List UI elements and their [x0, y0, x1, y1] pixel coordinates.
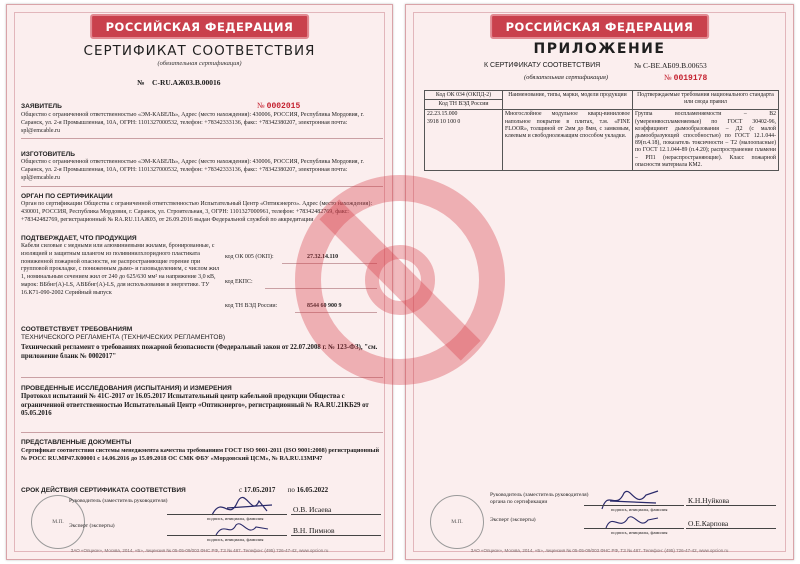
table-header-row: [425, 91, 779, 110]
country-banner: РОССИЙСКАЯ ФЕДЕРАЦИЯ: [90, 14, 310, 39]
certificate-title: СЕРТИФИКАТ СООТВЕТСТВИЯ: [83, 43, 316, 59]
regulations-label: СООТВЕТСТВУЕТ ТРЕБОВАНИЯМ: [21, 326, 133, 333]
appendix-subtitle: (обязательная сертификация): [524, 74, 609, 81]
applicant-label: ЗАЯВИТЕЛЬ: [21, 103, 62, 110]
table-cell-product: Многослойное модульное кварц-виниловое напольное покрытие в плитах, т.м. «FINE FLOOR», толщиной от 2мм до 8мм, с замковым, клеевым и свободнолежащим способом укладки.: [503, 110, 633, 171]
head-label: Руководитель (заместитель руководителя): [69, 498, 168, 504]
tnved-code-label: код ТН ВЭД России:: [225, 303, 278, 309]
expert-name: В.Н. Пимнов: [293, 526, 335, 535]
expert-label: Эксперт (эксперты): [490, 517, 536, 523]
head-label: Руководитель (заместитель руководителя): [490, 492, 589, 498]
appendix-form-number: № 0019178: [664, 73, 708, 83]
red-slashed-circle-watermark-icon: [295, 175, 505, 385]
divider: [21, 377, 383, 378]
certificate-number: № С-RU.АЖ03.В.00016: [137, 78, 221, 87]
certification-body-label: ОРГАН ПО СЕРТИФИКАЦИИ: [21, 193, 113, 200]
appendix-title: ПРИЛОЖЕНИЕ: [533, 41, 666, 57]
table-cell-codes: 22.23.15.000 3918 10 100 0: [425, 110, 503, 171]
divider: [21, 138, 383, 139]
divider: [21, 432, 383, 433]
stamp-seal-icon: М.П.: [31, 495, 85, 549]
ekps-code-label: код ЕКПС:: [225, 279, 253, 285]
table-header-name: Наименование, типы, марки, модели продукции: [503, 91, 633, 110]
stamp-seal-icon: М.П.: [430, 495, 484, 549]
applicant-text: Общество с ограниченной ответственностью «ЭМ-КАБЕЛЬ», Адрес (место нахождения): 430006, РОССИЯ, Республика Мордовия, г. Саранск, ул. 2-я Промышленная, 10А, ОГРН: 1101327000532, телефон: +78342333136, факс: +78342380207, электронная почта: spl@emcable.ru: [21, 112, 364, 134]
regulations-text: Технический регламент о требованиях пожарной безопасности (Федеральный закон от 22.07.2008 г. № 123-ФЗ), "см. приложение бланк № 0002017": [21, 344, 378, 360]
applicant-form-number: № 0002015: [257, 101, 301, 111]
product-label: ПОДТВЕРЖДАЕТ, ЧТО ПРОДУКЦИЯ: [21, 235, 137, 242]
signature-line: [686, 528, 776, 529]
printer-footer: ЗАО «Опцион», Москва, 2014, «Б», лицензия № 05-05-09/003 ФНС РФ, ТЗ № 487. Телефон: (495) 726-47-42, www.opcion.ru: [70, 548, 329, 553]
expert-name: О.Е.Карпова: [688, 519, 729, 528]
signature-caption: подпись, инициалы, фамилия: [207, 516, 264, 521]
head-name: К.Н.Нуйкова: [688, 496, 730, 505]
signature-caption: подпись, инициалы, фамилия: [207, 537, 264, 542]
documents-label: ПРЕДСТАВЛЕННЫЕ ДОКУМЕНТЫ: [21, 439, 132, 446]
watermark-slash: [319, 199, 480, 360]
head-name: О.В. Исаева: [293, 505, 332, 514]
table-cell-requirements: Группа воспламеняемости – В2 (умереннвоспламеняемые) по ГОСТ 30402-96, коэффициент дымообразования – Д2 (с малой дымообразующей способностью) по ГОСТ 12.1.044-89(п.4.18), показатель токсичности – Т2 (малоопасные) по ГОСТ 12.1.044-89 (п.4.20); распространение пламени – РП1 (нераспространяющие). Класс пожарной опасности материала КМ2.: [633, 110, 779, 171]
signature-line: [686, 505, 776, 506]
product-text: Кабели силовые с медными или алюминиевыми жилами, бронированные, с изоляцией и защитным шлангом из поливинилхлоридного пластиката пониженной пожарной опасности, не распространяющие горение при групповой прокладке, с пониженным дымо- и газовыделением, с числом жил 1, номинальным сечением жил от 240 до 625/630 мм² на напряжение 3,0 кВ, марок: ВБбнг(А)-LS, АВБбнг(А)-LS, для использования в энергетике. ТУ 16.К71-090-2002 Серийный выпуск: [21, 243, 220, 296]
validity-label: СРОК ДЕЙСТВИЯ СЕРТИФИКАТА СООТВЕТСТВИЯ: [21, 487, 186, 494]
signature-caption: подпись, инициалы, фамилия: [611, 507, 668, 512]
table-header-code: Код ОК 034 (ОКПД-2) Код ТН ВЭД России: [425, 91, 503, 110]
tnved-code-value: 8544 60 900 9: [307, 303, 342, 309]
table-row: [425, 110, 779, 171]
to-certificate-number: № С-ВЕ.АБ09.В.00653: [634, 61, 707, 70]
okp-code-value: 27.32.14.110: [307, 254, 339, 260]
table-header-requirements: Подтверждаемые требования национального стандарта или свода правил: [633, 91, 779, 110]
regulations-sublabel: ТЕХНИЧЕСКОГО РЕГЛАМЕНТА (ТЕХНИЧЕСКИХ РЕГЛАМЕНТОВ): [21, 334, 226, 341]
documents-text: Сертификат соответствия системы менеджмента качества требованиям ГОСТ ISO 9001-2011 (ISO 9001:2008) регистрационный № РОСС RU.МР47.К00001 с 14.06.2016 до 15.09.2018 ОС СМК ФБУ «Мордовский ЦСМ», № RA.RU.13МР47: [21, 447, 380, 462]
certification-body-text: Орган по сертификации Общества с ограниченной ответственностью Испытательный Центр «Оптикэнерго». Адрес (место нахождения): 430001, РОССИЯ, Республика Мордовия, г. Саранск, ул. Строительная, 3, ОГРН: 1101327000961, телефон: +78342482769, факс: +78342482769, регистрационный № RA.RU.11АЖ03, от 26.09.2016 выдан Федеральной службой по аккредитации: [21, 201, 372, 223]
signature-line: [291, 514, 381, 515]
country-banner: РОССИЙСКАЯ ФЕДЕРАЦИЯ: [490, 14, 710, 39]
signature-caption: подпись, инициалы, фамилия: [611, 530, 668, 535]
manufacturer-text: Общество с ограниченной ответственностью «ЭМ-КАБЕЛЬ», Адрес (место нахождения): 430006, РОССИЯ, Республика Мордовия, г. Саранск, ул. 2-я Промышленная, 10А, ОГРН: 1101327000532, телефон: +78342333136, факс: +78342380207, электронная почта: spl@emcable.ru: [21, 159, 364, 181]
tests-label: ПРОВЕДЕННЫЕ ИССЛЕДОВАНИЯ (ИСПЫТАНИЯ) И ИЗМЕРЕНИЯ: [21, 385, 232, 392]
tests-text: Протокол испытаний № 41С-2017 от 16.05.2017 Испытательный центр кабельной продукции Общества с ограниченной ответственностью Испытательный Центр «Оптикэнерго», регистрационный № RA.RU.21КБ29 от 05.05.2016: [21, 393, 369, 418]
signature-line: [291, 535, 381, 536]
appendix-table: [424, 90, 779, 171]
printer-footer: ЗАО «Опцион», Москва, 2014, «Б», лицензия № 05-05-09/003 ФНС РФ, ТЗ № 487. Телефон: (495) 726-47-42, www.opcion.ru: [470, 548, 729, 553]
head-sublabel: органа по сертификации: [490, 499, 548, 505]
divider: [21, 186, 383, 187]
manufacturer-label: ИЗГОТОВИТЕЛЬ: [21, 151, 75, 158]
validity-dates: с 17.05.2017 по 16.05.2022: [239, 486, 329, 494]
to-certificate-label: К СЕРТИФИКАТУ СООТВЕТСТВИЯ: [484, 62, 601, 69]
certificate-subtitle: (обязательная сертификация): [157, 60, 242, 67]
okp-code-label: код ОК 005 (ОКП):: [225, 254, 274, 260]
expert-label: Эксперт (эксперты): [69, 523, 115, 529]
